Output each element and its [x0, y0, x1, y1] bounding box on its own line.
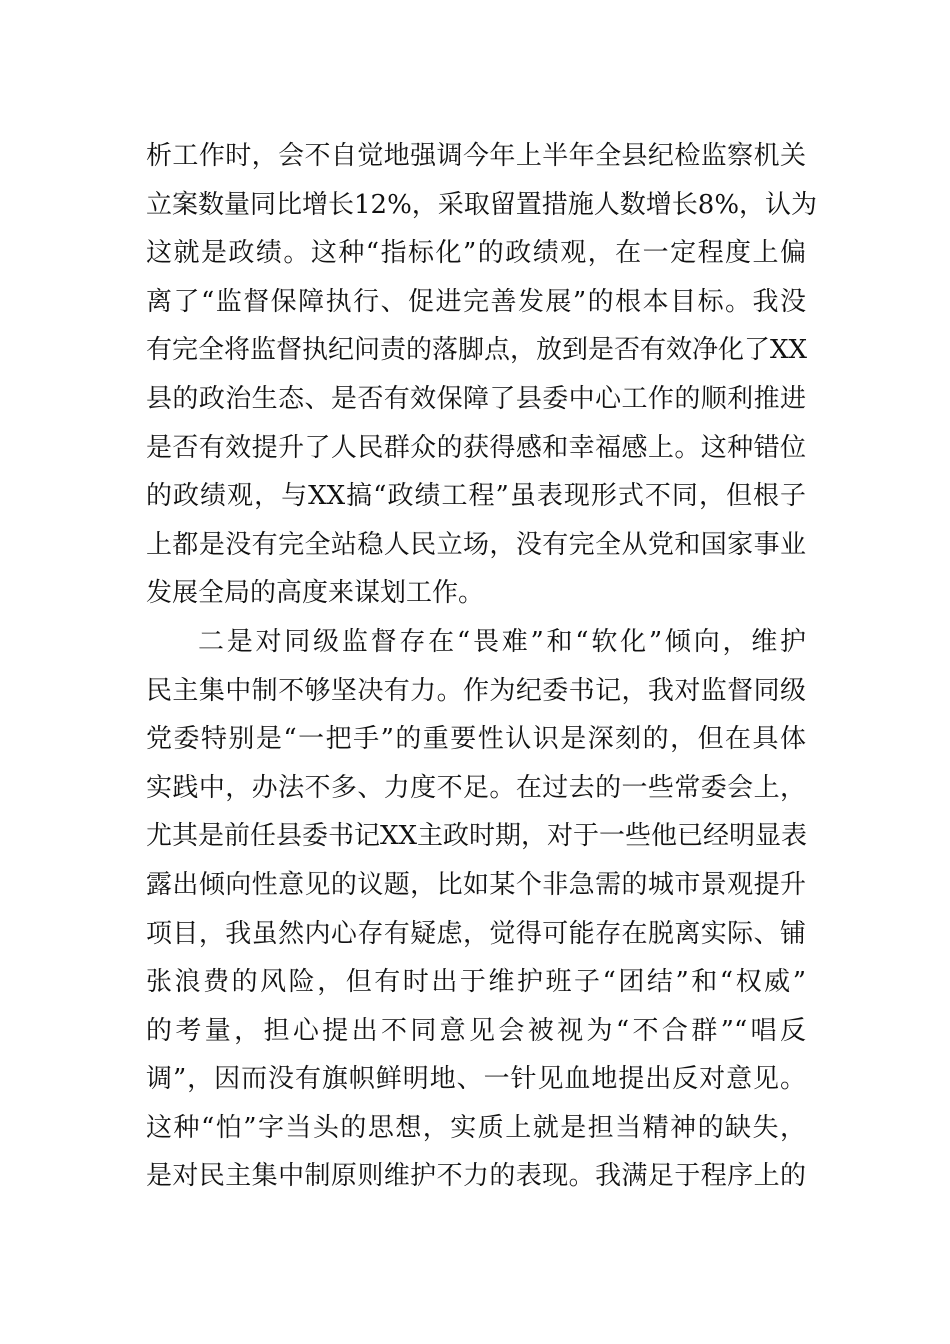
- text-line: 析工作时，会不自觉地强调今年上半年全县纪检监察机关: [146, 141, 806, 171]
- body-text: [146, 132, 818, 1201]
- text-line: 这种“怕”字当头的思想，实质上就是担当精神的缺失，: [146, 1112, 806, 1143]
- text-line: 项目，我虽然内心存有疑虑，觉得可能存在脱离实际、铺: [146, 918, 806, 949]
- paragraph-end-line: 发展全局的高度来谋划工作。: [146, 578, 485, 609]
- text-line: 是否有效提升了人民群众的获得感和幸福感上。这种错位: [146, 432, 806, 463]
- text-line: 有完全将监督执纪问责的落脚点，放到是否有效净化了XX: [146, 335, 808, 366]
- text-line: 实践中，办法不多、力度不足。在过去的一些常委会上，: [146, 772, 806, 803]
- text-line: 离了“监督保障执行、促进完善发展”的根本目标。我没: [146, 286, 806, 317]
- text-line: 张浪费的风险，但有时出于维护班子“团结”和“权威”: [146, 967, 806, 998]
- text-line: 的政绩观，与XX搞“政绩工程”虽表现形式不同，但根子: [146, 481, 806, 512]
- text-line: 党委特别是“一把手”的重要性认识是深刻的，但在具体: [146, 724, 806, 755]
- text-line: 调”，因而没有旗帜鲜明地、一针见血地提出反对意见。: [146, 1064, 806, 1095]
- text-line: 民主集中制不够坚决有力。作为纪委书记，我对监督同级: [146, 675, 806, 706]
- text-line: 尤其是前任县委书记XX主政时期，对于一些他已经明显表: [146, 821, 808, 852]
- paragraph-start-line: 二是对同级监督存在“畏难”和“软化”倾向，维护: [198, 626, 806, 657]
- text-line: 露出倾向性意见的议题，比如某个非急需的城市景观提升: [146, 869, 806, 900]
- text-line: 县的政治生态、是否有效保障了县委中心工作的顺利推进: [146, 383, 806, 414]
- text-line: 上都是没有完全站稳人民立场，没有完全从党和国家事业: [146, 529, 806, 560]
- text-line: 的考量，担心提出不同意见会被视为“不合群”“唱反: [146, 1015, 806, 1046]
- text-line: 这就是政绩。这种“指标化”的政绩观，在一定程度上偏: [146, 238, 806, 269]
- text-line: 立案数量同比增长12%，采取留置措施人数增长8%，认为: [146, 189, 818, 220]
- text-line: 是对民主集中制原则维护不力的表现。我满足于程序上的: [146, 1161, 806, 1192]
